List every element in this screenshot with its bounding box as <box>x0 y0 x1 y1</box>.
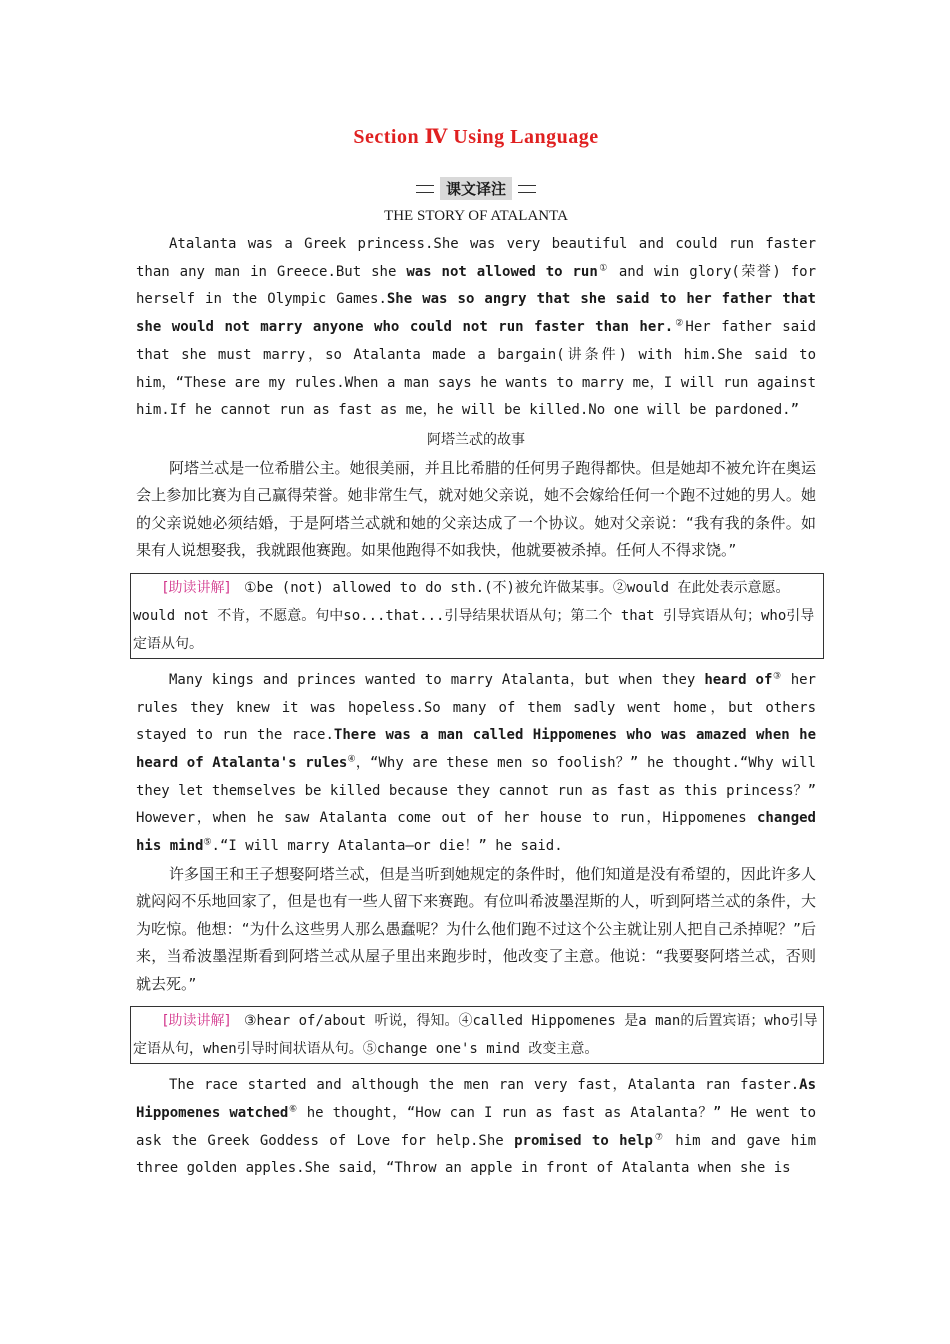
note-marker: ③ <box>772 671 782 682</box>
key-phrase: promised to help <box>514 1132 653 1149</box>
key-phrase: She was so angry that she said to her father that she would not marry anyone who could not run faster than her. <box>136 291 816 336</box>
banner-left-decoration <box>416 185 434 193</box>
key-phrase: As Hippomenes watched <box>136 1077 816 1122</box>
reading-note-2 <box>130 1006 824 1064</box>
note-marker: ④ <box>347 754 356 765</box>
note-tag: [助读讲解] <box>163 579 230 596</box>
note-tag: [助读讲解] <box>163 1013 230 1030</box>
key-phrase: was not allowed to run <box>406 263 598 280</box>
english-paragraph-2: Many kings and princes wanted to marry Atalanta，but when they heard of③ her rules they knew it was hopeless.So many of them sadly went home，but others stayed to run the race.There was a man called Hippomenes who was amazed when he heard of Atalanta's rules④，“Why are these men so foolish？” he thought.“Why will they let themselves be killed because they cannot run as fast as this princess？” However，when he saw Atalanta come out of her house to run，Hippomenes changed his mind⑤.“I will marry Atalanta—or die！” he said. <box>136 671 816 855</box>
story-title: THE STORY OF ATALANTA <box>384 208 568 224</box>
chinese-paragraph-1: 阿塔兰忒是一位希腊公主。她很美丽，并且比希腊的任何男子跑得都快。但是她却不被允许在奥运会上参加比赛为自己赢得荣誉。她非常生气，就对她父亲说，她不会嫁给任何一个跑不过她的男人。她的父亲说她必须结婚，于是阿塔兰忒就和她的父亲达成了一个协议。她对父亲说：“我有我的条件。如果有人说想娶我，我就跟他赛跑。如果他跑得不如我快，他就要被杀掉。任何人不得求饶。” <box>136 458 816 560</box>
note-marker: ⑥ <box>288 1104 298 1115</box>
key-phrase: There was a man called Hippomenes who was amazed when he heard of Atalanta's rules <box>136 727 816 772</box>
chinese-paragraph-2: 许多国王和王子想娶阿塔兰忒，但是当听到她规定的条件时，他们知道是没有希望的，因此许多人就闷闷不乐地回家了，但是也有一些人留下来赛跑。有位叫希波墨涅斯的人，听到阿塔兰忒的条件，大为吃惊。他想：“为什么这些男人那么愚蠢呢？为什么他们跑不过这个公主就让别人把自己杀掉呢？”后来，当希波墨涅斯看到阿塔兰忒从屋子里出来跑步时，他改变了主意。他说：“我要娶阿塔兰忒，否则就去死。” <box>136 864 816 993</box>
english-paragraph-3: The race started and although the men ran very fast，Atalanta ran faster.As Hippomenes watched⑥ he thought，“How can I run as fast as Atalanta？” He went to ask the Greek Goddess of Love for help.She promised to help⑦ him and gave him three golden apples.She said，“Throw an apple in front of Atalanta when she is <box>136 1077 817 1177</box>
chinese-title: 阿塔兰忒的故事 <box>427 431 525 448</box>
note-marker: ② <box>673 318 686 329</box>
reading-note-1 <box>130 573 824 659</box>
section-banner <box>136 177 816 200</box>
banner-label: 课文译注 <box>440 177 512 200</box>
note-marker: ① <box>597 263 609 274</box>
note-text: ①be (not) allowed to do sth.(不)被允许做某事。②would 在此处表示意愿。would not 不肯，不愿意。句中so...that...引导结果状语从句；第二个 that 引导宾语从句；who引导定语从句。 <box>133 579 815 652</box>
english-paragraph-1: Atalanta was a Greek princess.She was very beautiful and could run faster than any man in Greece.But she was not allowed to run① and win glory(荣誉) for herself in the Olympic Games.She was so angry that she said to her father that she would not marry anyone who could not run faster than her.②Her father said that she must marry，so Atalanta made a bargain(讲条件) with him.She said to him，“These are my rules.When a man says he wants to marry me，I will run against him.If he cannot run as fast as me，he will be killed.No one will be pardoned.” <box>136 236 817 419</box>
key-phrase: changed his mind <box>136 810 816 855</box>
note-marker: ⑤ <box>203 837 212 848</box>
note-text: ③hear of/about 听说，得知。④called Hippomenes 是a man的后置宾语；who引导定语从句，when引导时间状语从句。⑤change one's mind 改变主意。 <box>133 1013 818 1058</box>
section-title: Section Ⅳ Using Language <box>353 126 599 148</box>
note-marker: ⑦ <box>652 1132 665 1143</box>
page-content <box>133 118 818 1183</box>
banner-right-decoration <box>518 185 536 193</box>
key-phrase: heard of <box>704 671 773 688</box>
